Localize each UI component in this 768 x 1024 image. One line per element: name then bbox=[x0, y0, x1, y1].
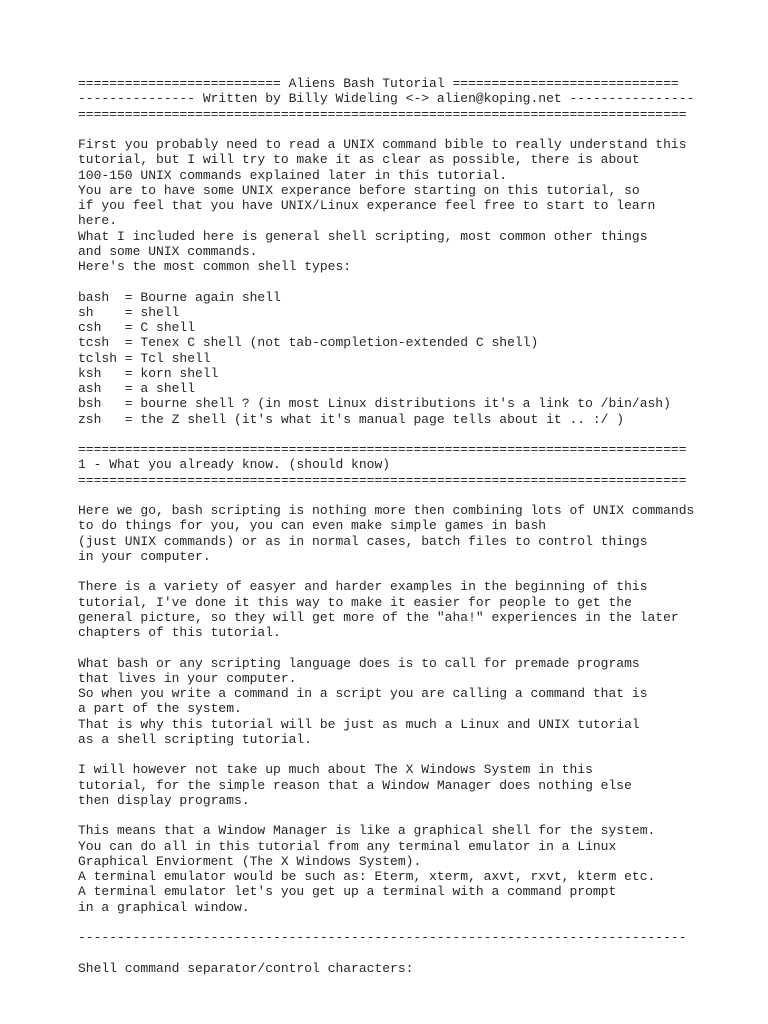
shell-type-item: tcsh = Tenex C shell (not tab-completion-extended C shell) bbox=[78, 335, 539, 351]
paragraph-scripting-language bbox=[78, 656, 698, 748]
text-line: and some UNIX commands. bbox=[78, 243, 258, 259]
text-line: That is why this tutorial will be just as much a Linux and UNIX tutorial bbox=[78, 716, 640, 732]
text-line: here. bbox=[78, 213, 118, 229]
text-line: 100-150 UNIX commands explained later in this tutorial. bbox=[78, 167, 508, 183]
paragraph-examples bbox=[78, 579, 698, 640]
document-page bbox=[78, 76, 698, 976]
text-line: What bash or any scripting language does is to call for premade programs bbox=[78, 655, 640, 671]
text-line: in a graphical window. bbox=[78, 899, 250, 915]
text-line: Graphical Enviorment (The X Windows System). bbox=[78, 853, 422, 869]
section-1-header bbox=[78, 442, 698, 488]
text-line: then display programs. bbox=[78, 792, 250, 808]
shell-type-item: tclsh = Tcl shell bbox=[78, 350, 211, 366]
text-line: You can do all in this tutorial from any terminal emulator in a Linux bbox=[78, 838, 617, 854]
text-line: There is a variety of easyer and harder examples in the beginning of this bbox=[78, 579, 648, 595]
header-rule: ============================================================================== bbox=[78, 106, 687, 122]
text-line: I will however not take up much about The X Windows System in this bbox=[78, 762, 593, 778]
text-line: (just UNIX commands) or as in normal cases, batch files to control things bbox=[78, 533, 648, 549]
spacer bbox=[78, 274, 698, 289]
text-line: What I included here is general shell scripting, most common other things bbox=[78, 228, 648, 244]
spacer bbox=[78, 808, 698, 823]
text-line: First you probably need to read a UNIX command bible to really understand this bbox=[78, 137, 687, 152]
text-line: if you feel that you have UNIX/Linux experance feel free to start to learn bbox=[78, 198, 656, 213]
spacer bbox=[78, 945, 698, 960]
text-line: You are to have some UNIX experance before starting on this tutorial, so bbox=[78, 182, 640, 198]
section-heading: 1 - What you already know. (should know) bbox=[78, 457, 391, 473]
text-line: as a shell scripting tutorial. bbox=[78, 731, 313, 747]
text-line: that lives in your computer. bbox=[78, 670, 297, 686]
spacer bbox=[78, 915, 698, 930]
shell-type-item: ash = a shell bbox=[78, 381, 196, 396]
shell-type-item: zsh = the Z shell (it's what it's manual page tells about it .. :/ ) bbox=[78, 411, 625, 427]
author-line: --------------- Written by Billy Wideling <-> alien@koping.net ---------------- bbox=[78, 91, 695, 107]
text-line: This means that a Window Manager is like a graphical shell for the system. bbox=[78, 823, 656, 839]
spacer bbox=[78, 564, 698, 579]
text-line: to do things for you, you can even make simple games in bash bbox=[78, 518, 547, 534]
text-line: chapters of this tutorial. bbox=[78, 625, 281, 640]
next-section-heading: Shell command separator/control characters: bbox=[78, 960, 414, 976]
section-rule-top: ============================================================================== bbox=[78, 442, 687, 457]
text-line: A terminal emulator let's you get up a terminal with a command prompt bbox=[78, 884, 617, 900]
shell-type-item: sh = shell bbox=[78, 304, 180, 320]
shell-type-item: ksh = korn shell bbox=[78, 365, 219, 381]
shell-type-item: bsh = bourne shell ? (in most Linux distributions it's a link to /bin/ash) bbox=[78, 396, 671, 412]
text-line: Here's the most common shell types: bbox=[78, 259, 352, 274]
text-line: a part of the system. bbox=[78, 701, 242, 717]
spacer bbox=[78, 122, 698, 137]
spacer bbox=[78, 488, 698, 503]
shell-type-item: csh = C shell bbox=[78, 320, 196, 335]
intro-paragraph bbox=[78, 137, 698, 274]
section-rule-bottom: ============================================================================== bbox=[78, 472, 687, 488]
title-rule-line: ========================== Aliens Bash Tutorial ============================= bbox=[78, 76, 679, 91]
text-line: in your computer. bbox=[78, 548, 211, 564]
text-line: tutorial, but I will try to make it as clear as possible, there is about bbox=[78, 152, 640, 168]
shell-type-item: bash = Bourne again shell bbox=[78, 289, 281, 305]
text-line: A terminal emulator would be such as: Eterm, xterm, axvt, rxvt, kterm etc. bbox=[78, 869, 656, 884]
text-line: tutorial, I've done it this way to make it easier for people to get the bbox=[78, 594, 632, 610]
text-line: tutorial, for the simple reason that a Window Manager does nothing else bbox=[78, 777, 632, 793]
text-line: Here we go, bash scripting is nothing more then combining lots of UNIX commands bbox=[78, 503, 695, 518]
spacer bbox=[78, 747, 698, 762]
paragraph-bash-intro bbox=[78, 503, 698, 564]
text-line: So when you write a command in a script you are calling a command that is bbox=[78, 686, 648, 701]
paragraph-window-manager bbox=[78, 823, 698, 915]
section-divider: ------------------------------------------------------------------------------ bbox=[78, 930, 687, 945]
spacer bbox=[78, 427, 698, 442]
paragraph-x-windows bbox=[78, 762, 698, 808]
spacer bbox=[78, 640, 698, 655]
text-line: general picture, so they will get more of the "aha!" experiences in the later bbox=[78, 609, 679, 625]
shell-types-list bbox=[78, 290, 698, 427]
